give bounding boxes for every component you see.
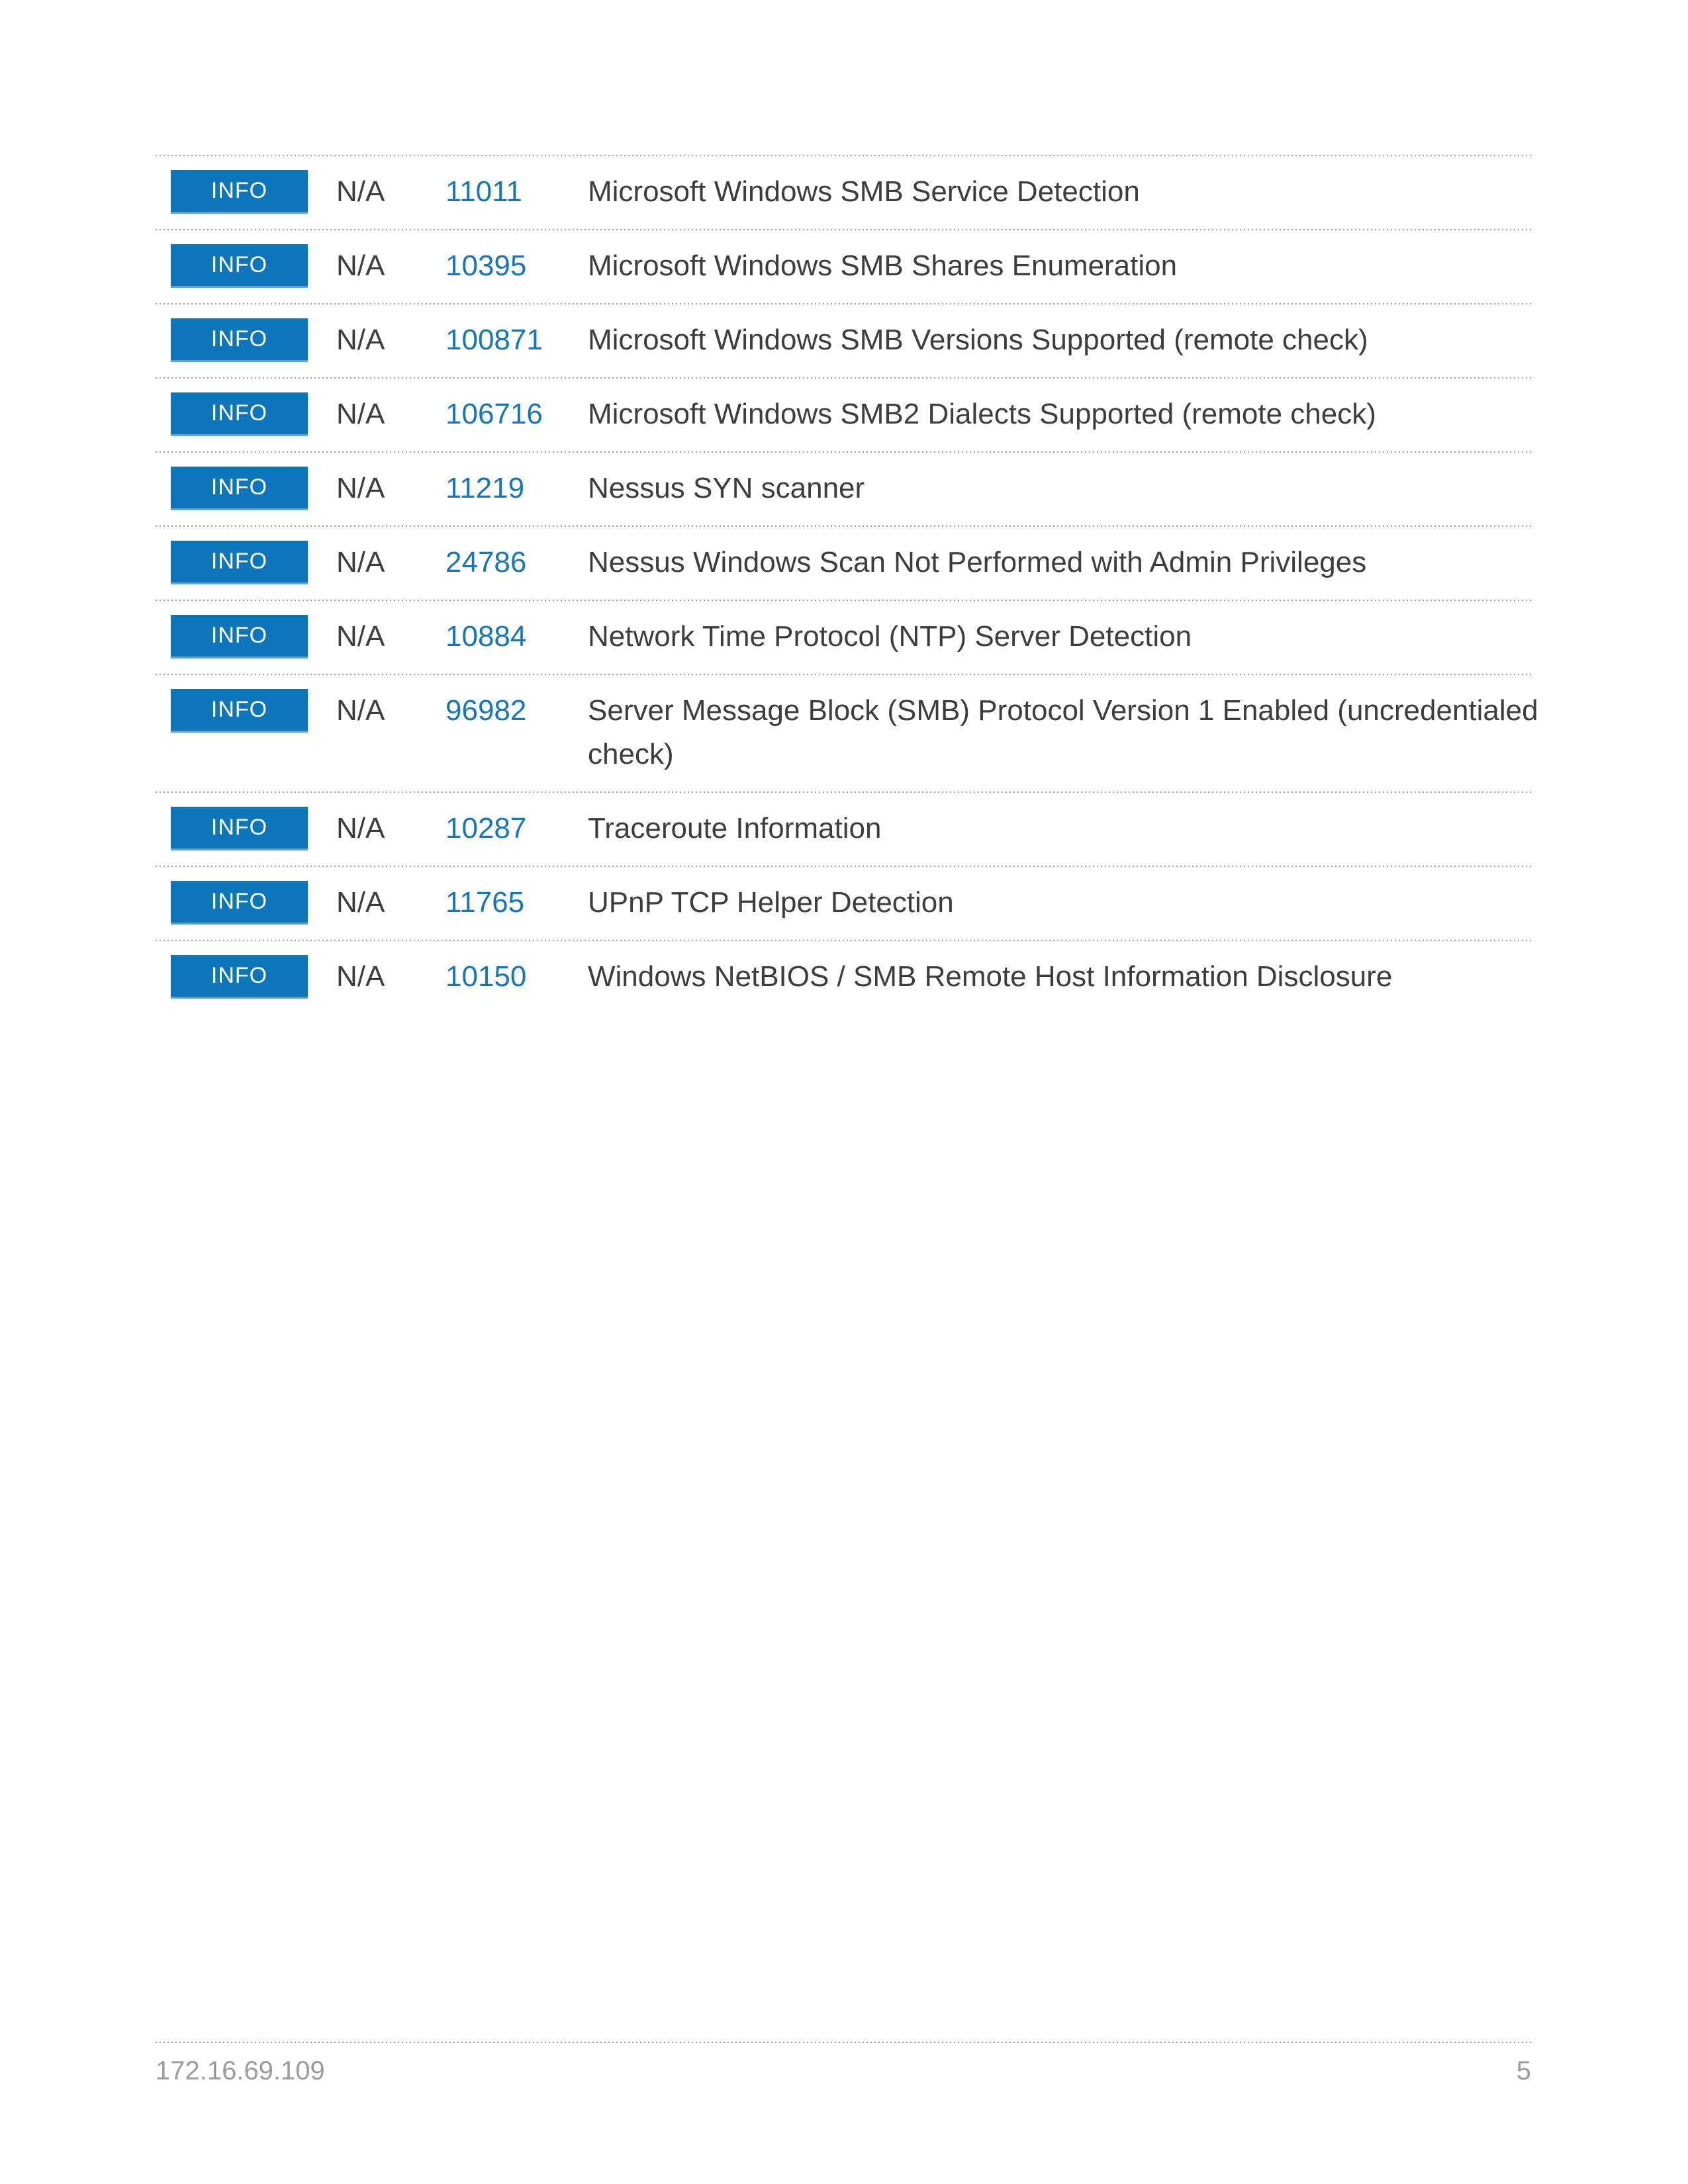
cvss-value: N/A (336, 886, 385, 919)
plugin-name: Network Time Protocol (NTP) Server Detection (588, 620, 1192, 653)
plugin-id-link[interactable]: 10395 (445, 250, 527, 282)
finding-row (156, 303, 1531, 377)
plugin-id-link[interactable]: 10884 (445, 620, 527, 653)
cvss-value: N/A (336, 812, 385, 844)
plugin-id-link[interactable]: 11219 (445, 472, 525, 504)
cvss-value: N/A (336, 472, 385, 504)
finding-row (156, 155, 1531, 229)
severity-badge: INFO (171, 615, 308, 659)
plugin-id-link[interactable]: 106716 (445, 398, 543, 430)
cvss-value: N/A (336, 398, 385, 430)
finding-row (156, 866, 1531, 940)
plugin-id-link[interactable]: 11011 (445, 175, 522, 208)
cvss-value: N/A (336, 620, 385, 653)
plugin-name: Microsoft Windows SMB2 Dialects Supported (remote check) (588, 398, 1376, 430)
severity-badge: INFO (171, 955, 308, 999)
page-footer (156, 2042, 1531, 2086)
severity-badge: INFO (171, 467, 308, 510)
cvss-value: N/A (336, 546, 385, 578)
plugin-name: Microsoft Windows SMB Versions Supported (remote check) (588, 324, 1368, 356)
finding-row (156, 451, 1531, 525)
footer-page-number: 5 (1516, 2056, 1531, 2085)
finding-row (156, 940, 1531, 1014)
severity-badge: INFO (171, 541, 308, 584)
plugin-id-link[interactable]: 24786 (445, 546, 527, 578)
footer-host-ip: 172.16.69.109 (156, 2056, 325, 2085)
plugin-id-link[interactable]: 100871 (445, 324, 543, 356)
severity-badge: INFO (171, 170, 308, 214)
plugin-name: Microsoft Windows SMB Service Detection (588, 175, 1140, 208)
findings-table (156, 155, 1538, 1014)
finding-row (156, 525, 1531, 600)
cvss-value: N/A (336, 175, 385, 208)
plugin-name: UPnP TCP Helper Detection (588, 886, 954, 919)
plugin-id-link[interactable]: 10150 (445, 960, 527, 993)
severity-badge: INFO (171, 318, 308, 362)
plugin-name: Server Message Block (SMB) Protocol Version 1 Enabled (uncredentialed check) (588, 694, 1538, 770)
plugin-id-link[interactable]: 10287 (445, 812, 527, 844)
plugin-name: Nessus SYN scanner (588, 472, 865, 504)
plugin-name: Nessus Windows Scan Not Performed with Admin Privileges (588, 546, 1367, 578)
severity-badge: INFO (171, 392, 308, 436)
cvss-value: N/A (336, 250, 385, 282)
plugin-name: Microsoft Windows SMB Shares Enumeration (588, 250, 1178, 282)
finding-row (156, 600, 1531, 674)
plugin-id-link[interactable]: 96982 (445, 694, 527, 727)
finding-row (156, 229, 1531, 303)
finding-row (156, 792, 1531, 866)
cvss-value: N/A (336, 694, 385, 727)
finding-row (156, 377, 1531, 451)
severity-badge: INFO (171, 244, 308, 288)
severity-badge: INFO (171, 689, 308, 733)
plugin-name: Windows NetBIOS / SMB Remote Host Information Disclosure (588, 960, 1393, 993)
cvss-value: N/A (336, 324, 385, 356)
plugin-id-link[interactable]: 11765 (445, 886, 525, 919)
severity-badge: INFO (171, 807, 308, 850)
cvss-value: N/A (336, 960, 385, 993)
plugin-name: Traceroute Information (588, 812, 882, 844)
severity-badge: INFO (171, 881, 308, 925)
finding-row (156, 674, 1538, 792)
